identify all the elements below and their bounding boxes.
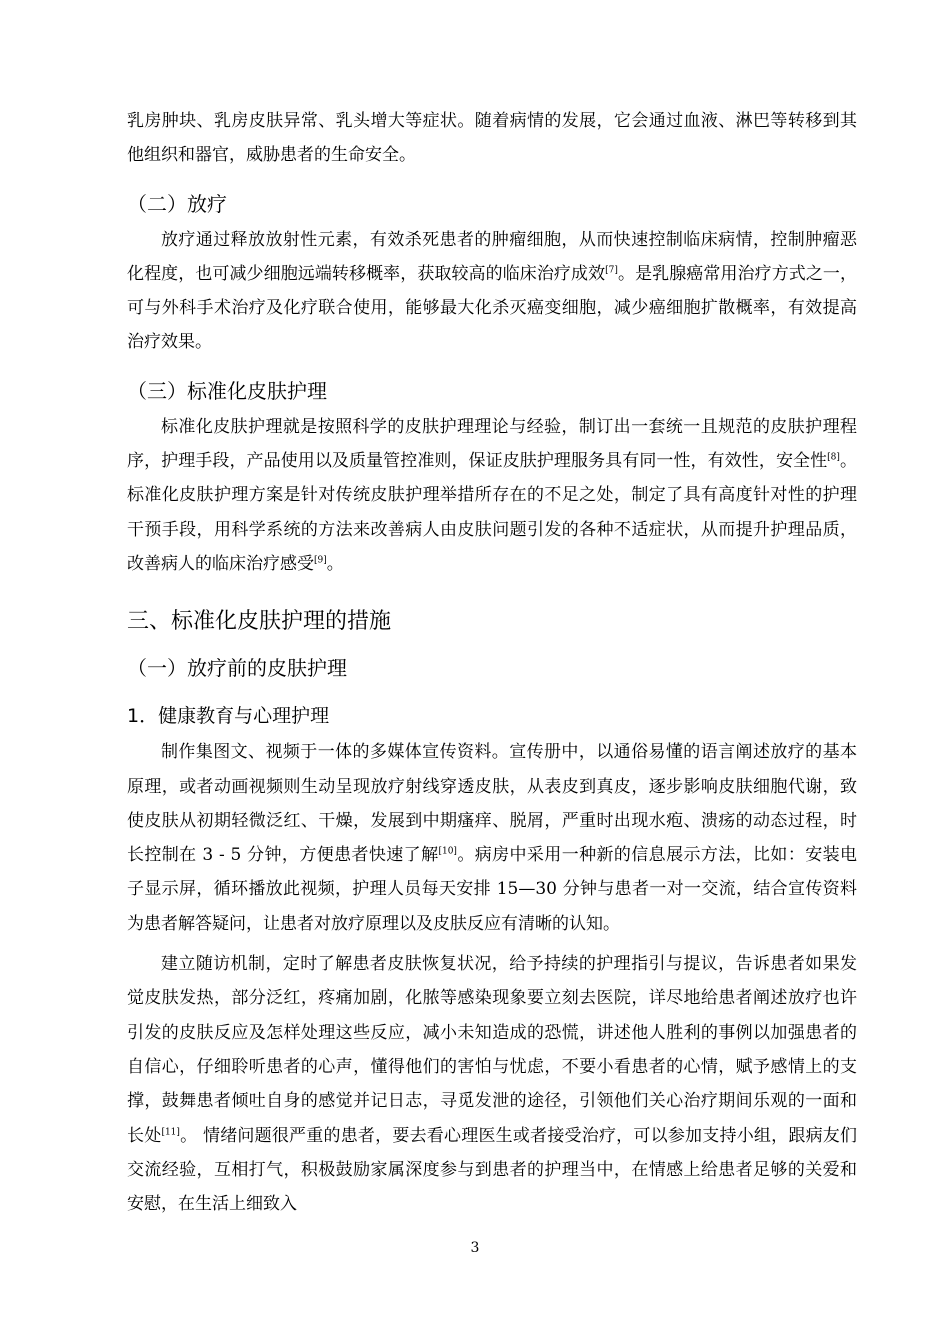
heading-radiotherapy: （二）放疗 xyxy=(127,191,227,216)
page-body xyxy=(127,104,857,1221)
heading-section-3: 三、标准化皮肤护理的措施 xyxy=(127,609,392,635)
page-number: 3 xyxy=(470,1240,480,1256)
paragraph-text: 建立随访机制，定时了解患者皮肤恢复状况，给予持续的护理指引与提议，告诉患者如果发觉皮肤发热，部分泛红，疼痛加剧，化脓等感染现象要立刻去医院，详尽地给患者阐述放疗也许引发的皮肤反应及怎样处理这些反应，减小未知造成的恐慌，讲述他人胜利的事例以加强患者的自信心，仔细聆听患者的心声，懂得他们的害怕与忧虑，不要小看患者的心情，赋予感情上的支撑，鼓舞患者倾吐自身的感觉并记日志，寻觅发泄的途径，引领他们关心治疗期间乐观的一面和长处 xyxy=(127,954,857,1146)
paragraph-text: 。标准化皮肤护理方案是针对传统皮肤护理举措所存在的不足之处，制定了具有高度针对性的护理干预手段，用科学系统的方法来改善病人由皮肤问题引发的各种不适症状，从而提升护理品质，改善病人的临床治疗感受 xyxy=(127,451,857,574)
citation-ref: [10] xyxy=(438,846,457,857)
paragraph-multimedia-education xyxy=(127,735,857,941)
paragraph-follow-up xyxy=(127,947,857,1221)
citation-ref: [8] xyxy=(827,452,840,463)
paragraph-text: 乳房肿块、乳房皮肤异常、乳头增大等症状。随着病情的发展，它会通过血液、淋巴等转移到其他组织和器官，威胁患者的生命安全。 xyxy=(127,111,857,166)
citation-ref: [7] xyxy=(605,265,618,276)
paragraph-text: 。 情绪问题很严重的患者，要去看心理医生或者接受治疗，可以参加支持小组，跟病友们交流经验，互相打气，积极鼓励家属深度参与到患者的护理当中，在情感上给患者足够的关爱和安慰，在生活上细致入 xyxy=(127,1125,857,1215)
paragraph-continuation xyxy=(127,104,857,173)
citation-ref: [9] xyxy=(314,555,327,566)
heading-standardized-skin-care: （三）标准化皮肤护理 xyxy=(127,378,327,403)
paragraph-text: 制作集图文、视频于一体的多媒体宣传资料。宣传册中，以通俗易懂的语言阐述放疗的基本原理，或者动画视频则生动呈现放疗射线穿透皮肤，从表皮到真皮，逐步影响皮肤细胞代谢，致使皮肤从初期轻微泛红、干燥，发展到中期瘙痒、脱屑，严重时出现水疱、溃疡的动态过程，时长控制在 3 - 5 分钟，方便患者快速了解 xyxy=(127,742,857,866)
paragraph-radiotherapy xyxy=(127,223,857,360)
heading-health-education: 1．健康教育与心理护理 xyxy=(127,705,330,728)
paragraph-text: 标准化皮肤护理就是按照科学的皮肤护理理论与经验，制订出一套统一且规范的皮肤护理程序，护理手段，产品使用以及质量管控准则，保证皮肤护理服务具有同一性，有效性，安全性 xyxy=(127,416,857,472)
paragraph-text: 。是乳腺癌常用治疗方式之一，可与外科手术治疗及化疗联合使用，能够最大化杀灭癌变细胞，减少癌细胞扩散概率，有效提高治疗效果。 xyxy=(127,263,858,353)
paragraph-text: 。病房中采用一种新的信息展示方法，比如：安装电子显示屏，循环播放此视频，护理人员每天安排 15—30 分钟与患者一对一交流，结合宣传资料为患者解答疑问，让患者对放疗原理以及皮肤反应有清晰的认知。 xyxy=(127,845,857,934)
paragraph-text: 。 xyxy=(326,553,344,574)
citation-ref: [11] xyxy=(161,1126,180,1137)
paragraph-standardized-skin-care xyxy=(127,410,857,581)
heading-pre-radiotherapy-care: （一）放疗前的皮肤护理 xyxy=(127,656,347,681)
paragraph-text: 放疗通过释放放射性元素，有效杀死患者的肿瘤细胞，从而快速控制临床病情，控制肿瘤恶化程度，也可减少细胞远端转移概率，获取较高的临床治疗成效 xyxy=(127,229,857,284)
